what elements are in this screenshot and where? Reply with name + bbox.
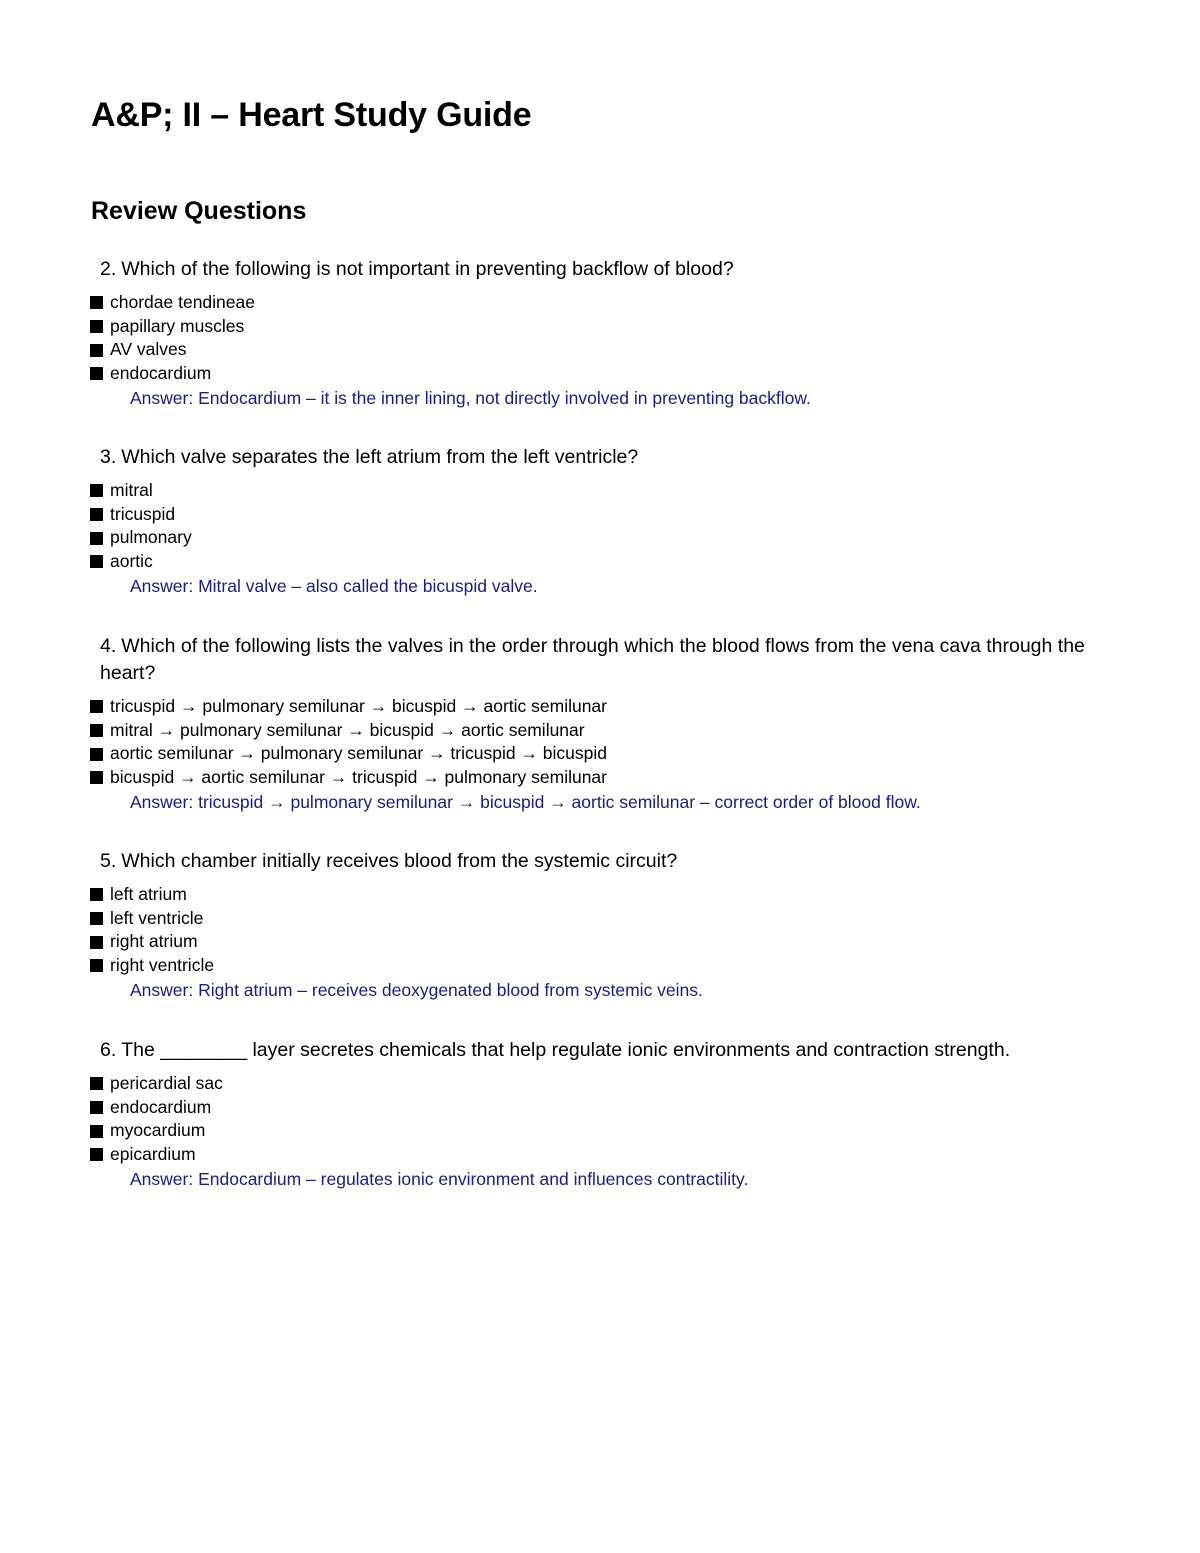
answer-text: Answer: Mitral valve – also called the bicuspid valve.	[130, 575, 538, 596]
square-bullet-icon	[90, 700, 103, 713]
square-bullet-icon	[90, 532, 103, 545]
square-bullet-icon	[90, 912, 103, 925]
square-bullet-icon	[90, 959, 103, 972]
option-label: right atrium	[110, 931, 198, 952]
option-item	[90, 338, 1130, 362]
option-item	[90, 1072, 1130, 1096]
option-item	[90, 362, 1130, 386]
question-text	[100, 256, 1130, 283]
option-item	[90, 503, 1130, 527]
option-label: tricuspid	[110, 503, 176, 524]
question-5	[90, 848, 1130, 1002]
square-bullet-icon	[90, 936, 103, 949]
option-item	[90, 479, 1130, 503]
answer-text: Answer: Right atrium – receives deoxygenated blood from systemic veins.	[130, 979, 703, 1000]
question-number: 6.	[100, 1039, 117, 1061]
answer-text: Answer: Endocardium – it is the inner lining, not directly involved in preventing backflow.	[130, 387, 811, 408]
square-bullet-icon	[90, 1101, 103, 1114]
option-label: epicardium	[110, 1144, 196, 1165]
option-item	[90, 719, 1130, 743]
option-list	[90, 479, 1130, 574]
question-text	[100, 848, 1130, 875]
square-bullet-icon	[90, 296, 103, 309]
option-label: right ventricle	[110, 955, 215, 976]
option-item	[90, 930, 1130, 954]
option-item	[90, 766, 1130, 790]
square-bullet-icon	[90, 1125, 103, 1138]
option-label: pericardial sac	[110, 1073, 223, 1093]
question-prompt: Which valve separates the left atrium from the left ventricle?	[121, 446, 639, 468]
option-label: endocardium	[110, 1096, 212, 1117]
question-number: 3.	[100, 446, 117, 468]
option-label: chordae tendineae	[110, 292, 255, 312]
section-title: Review Questions	[91, 197, 307, 225]
question-4	[90, 633, 1130, 814]
page-title: A&P; II – Heart Study Guide	[91, 96, 532, 134]
square-bullet-icon	[90, 1077, 103, 1090]
option-label: endocardium	[110, 363, 212, 384]
option-label: left atrium	[110, 884, 187, 904]
option-item	[90, 291, 1130, 315]
option-item	[90, 1096, 1130, 1120]
option-label: bicuspid → aortic semilunar → tricuspid → pulmonary semilunar	[110, 767, 607, 788]
question-number: 5.	[100, 850, 117, 872]
option-label: papillary muscles	[110, 315, 245, 336]
option-label: aortic semilunar → pulmonary semilunar → tricuspid → bicuspid	[110, 743, 607, 764]
option-item	[90, 1119, 1130, 1143]
answer-text: Answer: tricuspid → pulmonary semilunar → bicuspid → aortic semilunar – correct order of blood flow.	[130, 791, 921, 812]
option-label: aortic	[110, 551, 153, 572]
question-number: 4.	[100, 635, 117, 657]
option-item	[90, 907, 1130, 931]
option-list	[90, 695, 1130, 790]
answer-text: Answer: Endocardium – regulates ionic environment and influences contractility.	[130, 1168, 749, 1189]
option-list	[90, 883, 1130, 978]
square-bullet-icon	[90, 344, 103, 357]
option-label: mitral	[110, 480, 153, 500]
option-label: mitral → pulmonary semilunar → bicuspid → aortic semilunar	[110, 719, 585, 740]
option-label: left ventricle	[110, 907, 204, 928]
question-prompt: Which of the following is not important in preventing backflow of blood?	[121, 258, 734, 280]
question-text	[100, 633, 1130, 687]
square-bullet-icon	[90, 1148, 103, 1161]
square-bullet-icon	[90, 484, 103, 497]
option-label: AV valves	[110, 339, 187, 360]
option-item	[90, 742, 1130, 766]
square-bullet-icon	[90, 724, 103, 737]
square-bullet-icon	[90, 555, 103, 568]
question-2	[90, 256, 1130, 410]
option-item	[90, 695, 1130, 719]
option-list	[90, 1072, 1130, 1167]
square-bullet-icon	[90, 748, 103, 761]
question-prompt: Which of the following lists the valves in the order through which the blood flows from the vena cava through the heart?	[100, 635, 1085, 684]
option-label: tricuspid → pulmonary semilunar → bicuspid → aortic semilunar	[110, 696, 607, 716]
option-item	[90, 883, 1130, 907]
square-bullet-icon	[90, 888, 103, 901]
option-item	[90, 315, 1130, 339]
option-label: pulmonary	[110, 527, 192, 548]
option-item	[90, 954, 1130, 978]
question-text	[100, 1037, 1130, 1064]
question-number: 2.	[100, 258, 117, 280]
square-bullet-icon	[90, 320, 103, 333]
option-list	[90, 291, 1130, 386]
option-item	[90, 1143, 1130, 1167]
question-6	[90, 1037, 1130, 1191]
question-text	[100, 444, 1130, 471]
question-prompt: Which chamber initially receives blood from the systemic circuit?	[121, 850, 678, 872]
option-label: myocardium	[110, 1120, 206, 1141]
square-bullet-icon	[90, 508, 103, 521]
question-3	[90, 444, 1130, 598]
square-bullet-icon	[90, 367, 103, 380]
option-item	[90, 550, 1130, 574]
question-prompt: The ________ layer secretes chemicals that help regulate ionic environments and contraction strength.	[121, 1039, 1011, 1061]
option-item	[90, 526, 1130, 550]
square-bullet-icon	[90, 771, 103, 784]
